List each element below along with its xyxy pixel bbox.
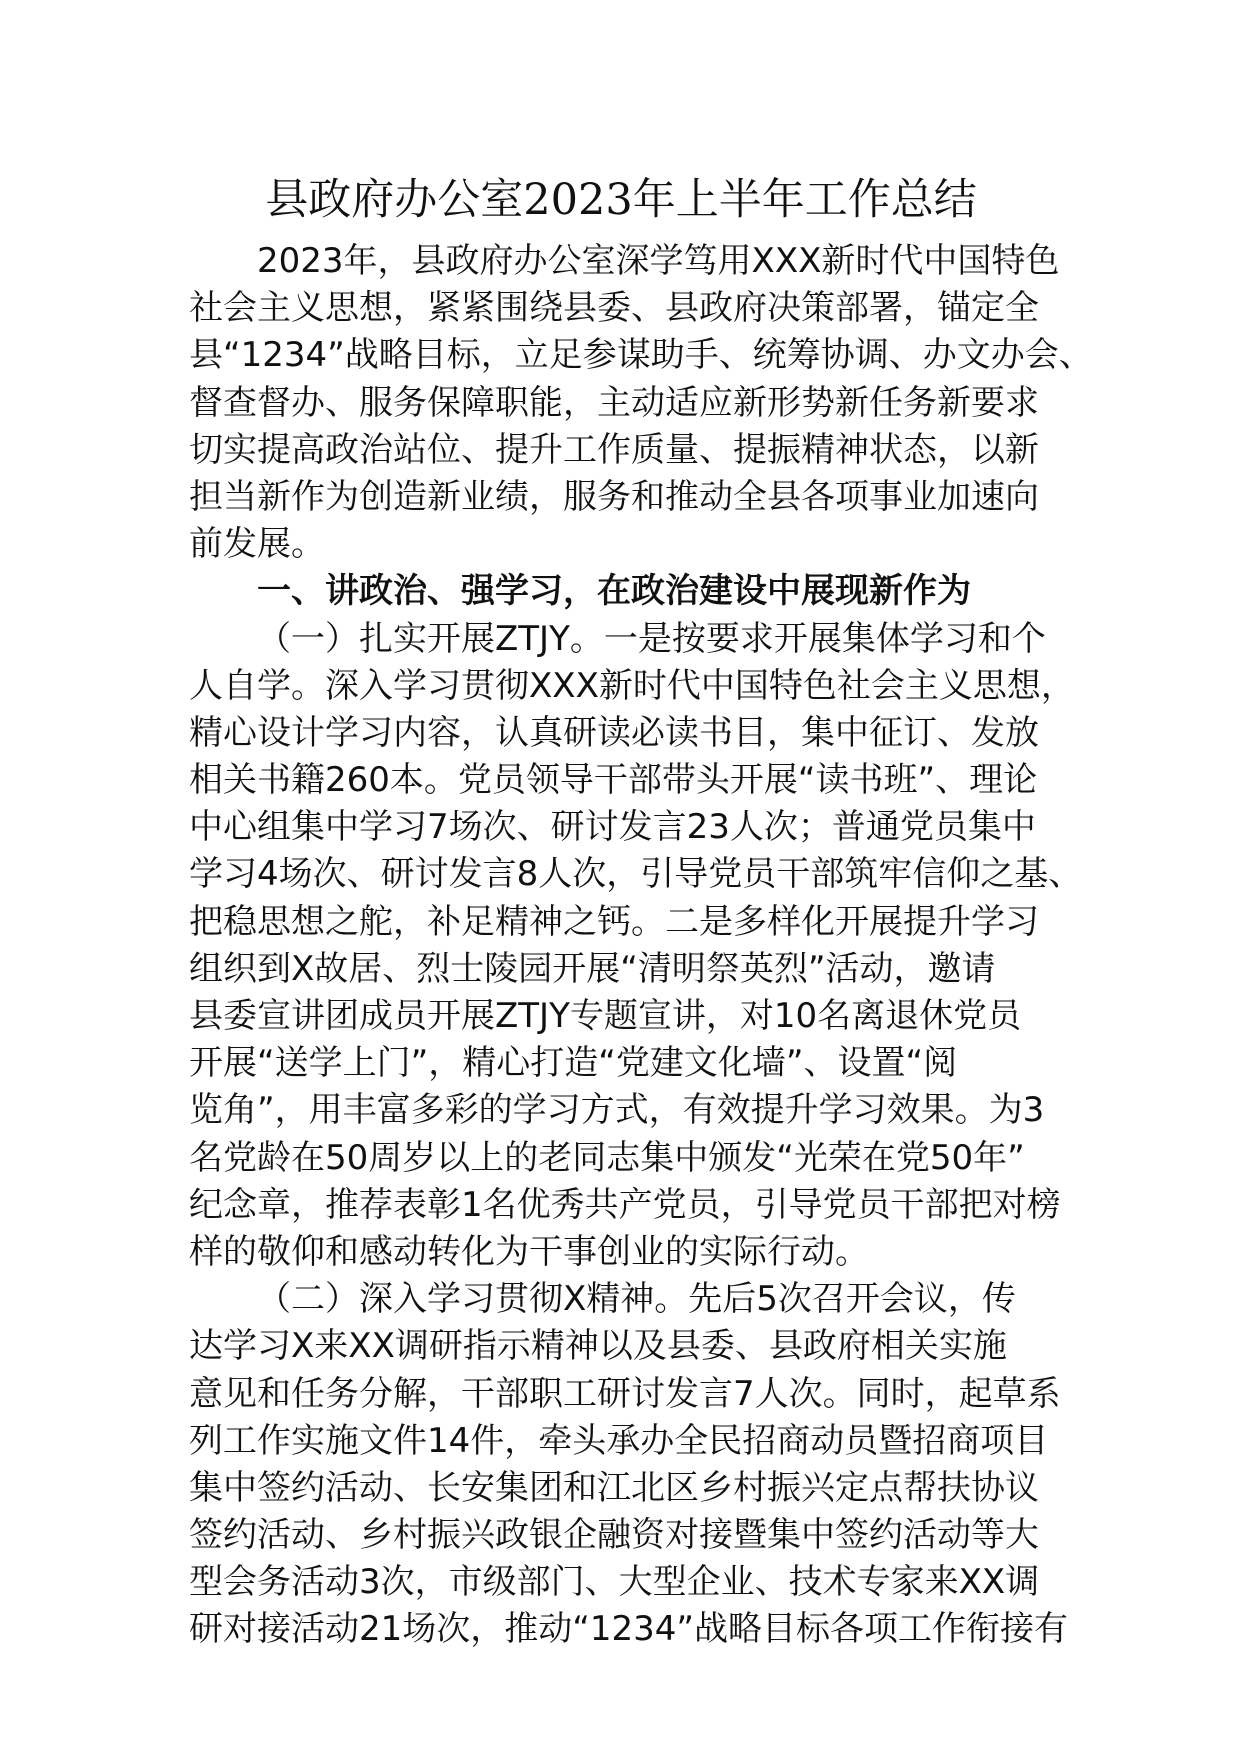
text-line: （一）扎实开展ZTJY。一是按要求开展集体学习和个 [257, 618, 1046, 659]
text-line: 相关书籍260本。党员领导干部带头开展“读书班”、理论 [189, 760, 1038, 801]
text-line: 签约活动、乡村振兴政银企融资对接暨集中签约活动等大 [189, 1515, 1039, 1556]
text-line: 切实提高政治站位、提升工作质量、提振精神状态，以新 [189, 429, 1039, 470]
paragraph-item-2 [189, 1276, 1069, 1654]
text-line: 开展“送学上门”，精心打造“党建文化墙”、设置“阅 [189, 1043, 958, 1084]
text-line: 意见和任务分解，干部职工研讨发言7人次。同时，起草系 [189, 1373, 1061, 1414]
text-line: 达学习X来XX调研指示精神以及县委、县政府相关实施 [189, 1326, 1007, 1367]
text-line: 把稳思想之舵，补足精神之钙。二是多样化开展提升学习 [189, 901, 1039, 942]
text-line: 纪念章，推荐表彰1名优秀共产党员，引导党员干部把对榜 [189, 1184, 1061, 1225]
text-line: 集中签约活动、长安集团和江北区乡村振兴定点帮扶协议 [189, 1467, 1039, 1508]
document-title: 县政府办公室2023年上半年工作总结 [265, 175, 977, 225]
text-line: 2023年，县政府办公室深学笃用XXX新时代中国特色 [257, 241, 1060, 281]
section-heading-1 [189, 568, 1053, 615]
text-line: （二）深入学习贯彻X精神。先后5次召开会议，传 [257, 1279, 1016, 1320]
text-line: 中心组集中学习7场次、研讨发言23人次；普通党员集中 [189, 807, 1036, 848]
paragraph-intro [189, 238, 1093, 568]
text-line: 社会主义思想，紧紧围绕县委、县政府决策部署，锚定全 [189, 288, 1039, 329]
text-line: 学习4场次、研讨发言8人次，引导党员干部筑牢信仰之基、 [189, 854, 1083, 895]
text-line: 列工作实施文件14件，牵头承办全民招商动员暨招商项目 [189, 1420, 1049, 1461]
text-line: 县“1234”战略目标，立足参谋助手、统筹协调、办文办会、 [189, 335, 1093, 376]
text-line: 名党龄在50周岁以上的老同志集中颁发“光荣在党50年” [189, 1137, 1025, 1178]
text-line: 研对接活动21场次，推动“1234”战略目标各项工作衔接有 [189, 1609, 1069, 1650]
document-page [189, 172, 1093, 1654]
paragraph-item-1 [189, 616, 1083, 1277]
text-line: 样的敬仰和感动转化为干事创业的实际行动。 [189, 1231, 869, 1272]
text-line: 精心设计学习内容，认真研读必读书目，集中征订、发放 [189, 712, 1039, 753]
text-line: 督查督办、服务保障职能，主动适应新形势新任务新要求 [189, 382, 1039, 423]
text-line: 型会务活动3次，市级部门、大型企业、技术专家来XX调 [189, 1562, 1040, 1603]
text-line: 县委宣讲团成员开展ZTJY专题宣讲，对10名离退休党员 [189, 996, 1022, 1036]
section-heading-text: 一、讲政治、强学习，在政治建设中展现新作为 [257, 571, 971, 612]
text-line: 组织到X故居、烈士陵园开展“清明祭英烈”活动，邀请 [189, 948, 996, 989]
text-line: 前发展。 [189, 524, 325, 565]
text-line: 览角”，用丰富多彩的学习方式，有效提升学习效果。为3 [189, 1090, 1045, 1131]
text-line: 人自学。深入学习贯彻XXX新时代中国特色社会主义思想， [189, 665, 1075, 706]
text-line: 担当新作为创造新业绩，服务和推动全县各项事业加速向 [189, 476, 1039, 517]
